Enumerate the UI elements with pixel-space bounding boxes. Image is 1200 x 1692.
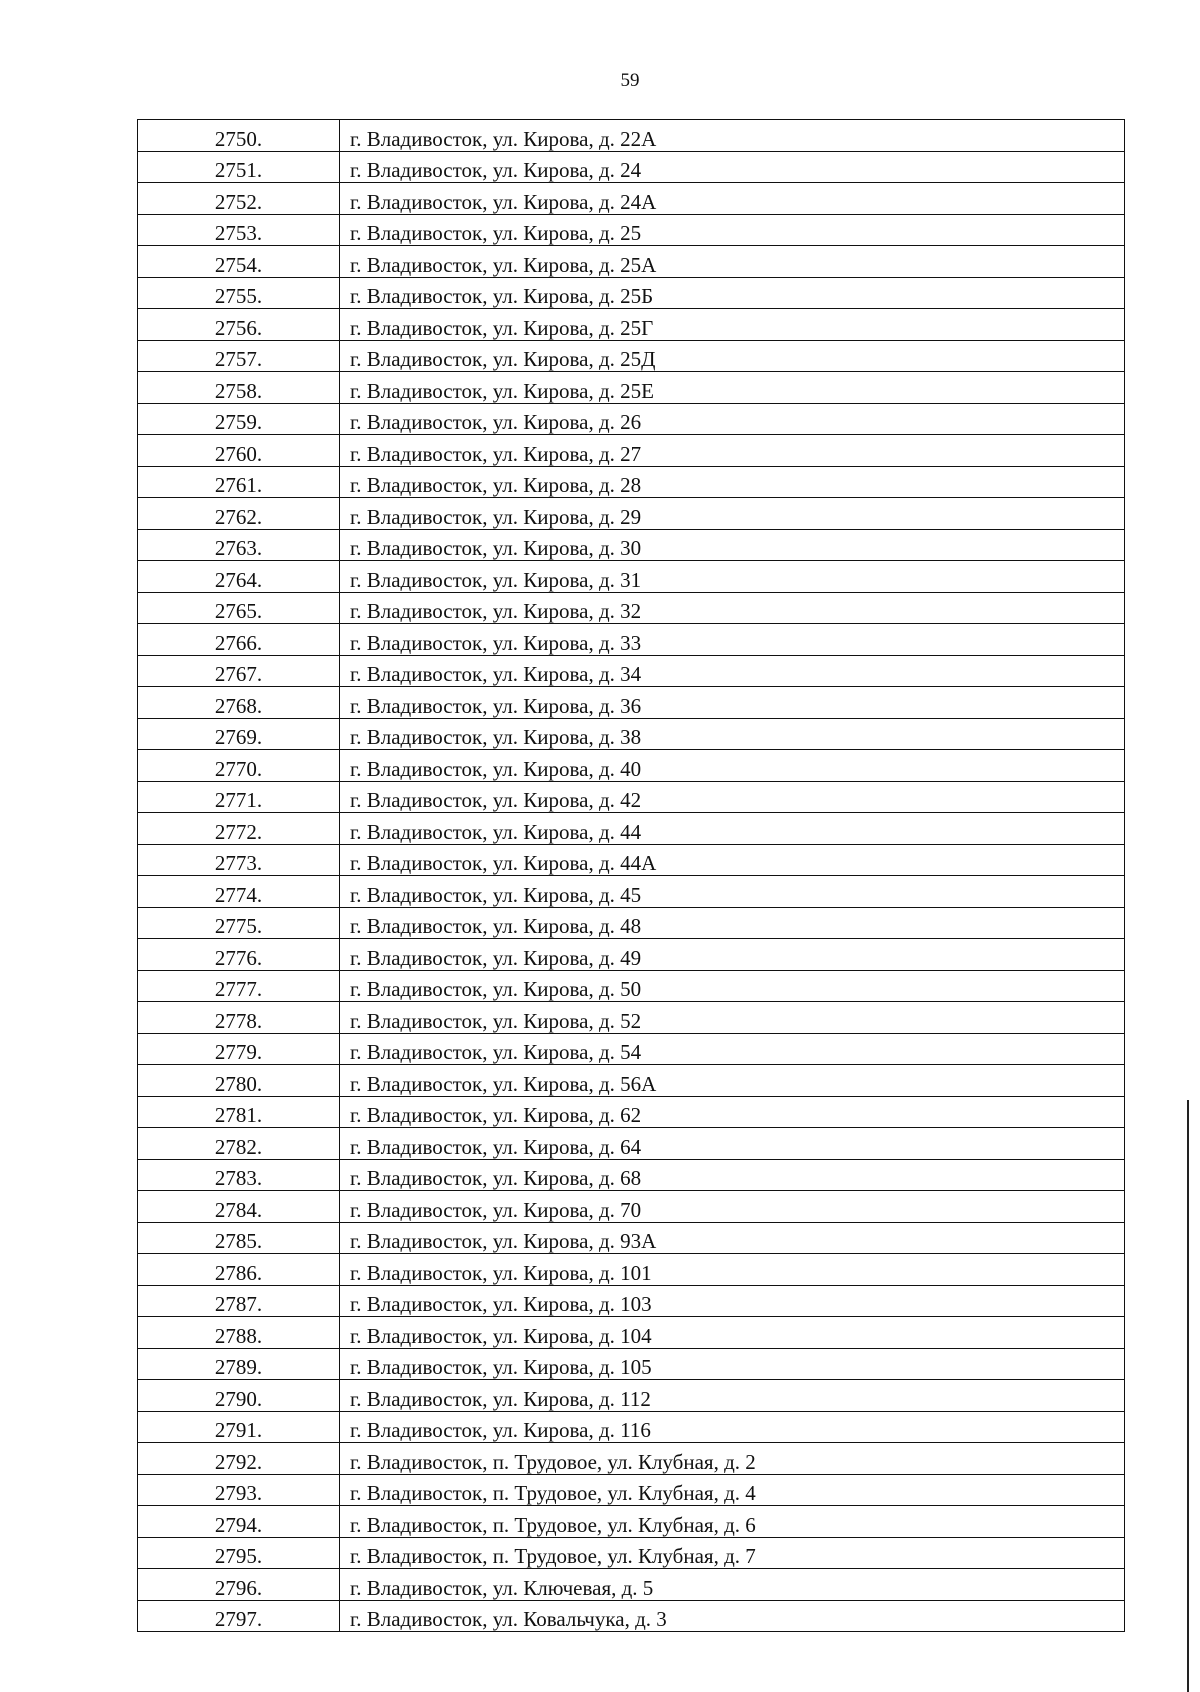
table-row [138,907,1125,939]
table-row [138,1191,1125,1223]
row-number: 2762. [138,498,340,530]
table-row [138,1159,1125,1191]
row-number: 2764. [138,561,340,593]
row-number: 2790. [138,1380,340,1412]
row-number: 2754. [138,246,340,278]
row-address: г. Владивосток, ул. Кирова, д. 62 [340,1096,1125,1128]
row-number: 2776. [138,939,340,971]
address-table [137,119,1125,1632]
table-row [138,1537,1125,1569]
row-number: 2752. [138,183,340,215]
row-number: 2789. [138,1348,340,1380]
row-number: 2760. [138,435,340,467]
table-row [138,1411,1125,1443]
table-row [138,466,1125,498]
row-address: г. Владивосток, ул. Кирова, д. 50 [340,970,1125,1002]
table-row [138,1443,1125,1475]
row-address: г. Владивосток, ул. Кирова, д. 68 [340,1159,1125,1191]
row-address: г. Владивосток, ул. Кирова, д. 103 [340,1285,1125,1317]
row-address: г. Владивосток, ул. Кирова, д. 70 [340,1191,1125,1223]
row-number: 2788. [138,1317,340,1349]
row-number: 2797. [138,1600,340,1632]
row-number: 2767. [138,655,340,687]
table-row [138,214,1125,246]
table-row [138,246,1125,278]
row-address: г. Владивосток, ул. Кирова, д. 31 [340,561,1125,593]
table-row [138,1033,1125,1065]
row-address: г. Владивосток, ул. Кирова, д. 32 [340,592,1125,624]
scan-edge-line [1187,1100,1189,1692]
row-address: г. Владивосток, ул. Кирова, д. 104 [340,1317,1125,1349]
row-number: 2774. [138,876,340,908]
table-row [138,120,1125,152]
table-row [138,592,1125,624]
row-number: 2796. [138,1569,340,1601]
row-number: 2770. [138,750,340,782]
table-row [138,750,1125,782]
row-number: 2775. [138,907,340,939]
row-number: 2763. [138,529,340,561]
row-number: 2786. [138,1254,340,1286]
row-address: г. Владивосток, ул. Кирова, д. 112 [340,1380,1125,1412]
row-address: г. Владивосток, п. Трудовое, ул. Клубная, д. 4 [340,1474,1125,1506]
table-row [138,183,1125,215]
row-number: 2768. [138,687,340,719]
row-number: 2792. [138,1443,340,1475]
table-row [138,1254,1125,1286]
table-row [138,876,1125,908]
row-number: 2783. [138,1159,340,1191]
table-row [138,1096,1125,1128]
row-address: г. Владивосток, ул. Кирова, д. 25Г [340,309,1125,341]
row-number: 2751. [138,151,340,183]
row-number: 2779. [138,1033,340,1065]
row-number: 2753. [138,214,340,246]
row-address: г. Владивосток, ул. Кирова, д. 25Б [340,277,1125,309]
row-address: г. Владивосток, ул. Ключевая, д. 5 [340,1569,1125,1601]
row-number: 2761. [138,466,340,498]
row-number: 2791. [138,1411,340,1443]
row-address: г. Владивосток, ул. Кирова, д. 25 [340,214,1125,246]
row-address: г. Владивосток, ул. Кирова, д. 64 [340,1128,1125,1160]
row-address: г. Владивосток, ул. Кирова, д. 25А [340,246,1125,278]
table-row [138,1506,1125,1538]
table-row [138,1317,1125,1349]
row-number: 2781. [138,1096,340,1128]
table-row [138,781,1125,813]
row-address: г. Владивосток, ул. Кирова, д. 44 [340,813,1125,845]
table-row [138,403,1125,435]
row-address: г. Владивосток, ул. Кирова, д. 52 [340,1002,1125,1034]
row-number: 2765. [138,592,340,624]
page-number: 59 [620,70,640,91]
row-address: г. Владивосток, ул. Кирова, д. 56А [340,1065,1125,1097]
table-row [138,939,1125,971]
table-row [138,498,1125,530]
row-address: г. Владивосток, ул. Кирова, д. 38 [340,718,1125,750]
table-row [138,970,1125,1002]
row-number: 2758. [138,372,340,404]
table-row [138,844,1125,876]
row-address: г. Владивосток, ул. Кирова, д. 25Д [340,340,1125,372]
table-row [138,1380,1125,1412]
row-address: г. Владивосток, п. Трудовое, ул. Клубная, д. 2 [340,1443,1125,1475]
table-row [138,372,1125,404]
row-number: 2785. [138,1222,340,1254]
row-number: 2778. [138,1002,340,1034]
row-number: 2766. [138,624,340,656]
table-row [138,813,1125,845]
row-number: 2771. [138,781,340,813]
address-table-body [138,120,1125,1632]
row-address: г. Владивосток, ул. Кирова, д. 24 [340,151,1125,183]
table-row [138,1285,1125,1317]
row-address: г. Владивосток, ул. Кирова, д. 28 [340,466,1125,498]
row-number: 2773. [138,844,340,876]
row-address: г. Владивосток, п. Трудовое, ул. Клубная, д. 6 [340,1506,1125,1538]
row-address: г. Владивосток, ул. Кирова, д. 34 [340,655,1125,687]
row-address: г. Владивосток, ул. Кирова, д. 22А [340,120,1125,152]
row-address: г. Владивосток, ул. Кирова, д. 101 [340,1254,1125,1286]
table-row [138,1569,1125,1601]
row-address: г. Владивосток, ул. Кирова, д. 40 [340,750,1125,782]
row-address: г. Владивосток, ул. Кирова, д. 24А [340,183,1125,215]
row-address: г. Владивосток, ул. Кирова, д. 105 [340,1348,1125,1380]
table-row [138,277,1125,309]
row-number: 2772. [138,813,340,845]
row-address: г. Владивосток, ул. Кирова, д. 27 [340,435,1125,467]
row-number: 2759. [138,403,340,435]
row-number: 2794. [138,1506,340,1538]
row-number: 2756. [138,309,340,341]
row-number: 2769. [138,718,340,750]
row-address: г. Владивосток, ул. Кирова, д. 30 [340,529,1125,561]
table-row [138,151,1125,183]
table-row [138,529,1125,561]
row-address: г. Владивосток, ул. Кирова, д. 44А [340,844,1125,876]
row-number: 2755. [138,277,340,309]
row-address: г. Владивосток, ул. Кирова, д. 42 [340,781,1125,813]
row-address: г. Владивосток, ул. Ковальчука, д. 3 [340,1600,1125,1632]
row-number: 2795. [138,1537,340,1569]
row-number: 2780. [138,1065,340,1097]
row-number: 2777. [138,970,340,1002]
row-address: г. Владивосток, ул. Кирова, д. 48 [340,907,1125,939]
row-address: г. Владивосток, ул. Кирова, д. 54 [340,1033,1125,1065]
row-address: г. Владивосток, ул. Кирова, д. 33 [340,624,1125,656]
table-row [138,687,1125,719]
row-number: 2757. [138,340,340,372]
table-row [138,655,1125,687]
row-address: г. Владивосток, п. Трудовое, ул. Клубная, д. 7 [340,1537,1125,1569]
row-address: г. Владивосток, ул. Кирова, д. 45 [340,876,1125,908]
table-row [138,1474,1125,1506]
row-number: 2750. [138,120,340,152]
table-row [138,718,1125,750]
row-number: 2784. [138,1191,340,1223]
row-number: 2793. [138,1474,340,1506]
table-row [138,1222,1125,1254]
table-row [138,435,1125,467]
row-number: 2787. [138,1285,340,1317]
row-address: г. Владивосток, ул. Кирова, д. 36 [340,687,1125,719]
table-row [138,1002,1125,1034]
table-row [138,1600,1125,1632]
row-address: г. Владивосток, ул. Кирова, д. 49 [340,939,1125,971]
table-row [138,1348,1125,1380]
table-row [138,1128,1125,1160]
table-row [138,624,1125,656]
table-row [138,561,1125,593]
table-row [138,340,1125,372]
row-number: 2782. [138,1128,340,1160]
row-address: г. Владивосток, ул. Кирова, д. 93А [340,1222,1125,1254]
table-row [138,1065,1125,1097]
table-row [138,309,1125,341]
row-address: г. Владивосток, ул. Кирова, д. 116 [340,1411,1125,1443]
row-address: г. Владивосток, ул. Кирова, д. 29 [340,498,1125,530]
row-address: г. Владивосток, ул. Кирова, д. 25Е [340,372,1125,404]
row-address: г. Владивосток, ул. Кирова, д. 26 [340,403,1125,435]
